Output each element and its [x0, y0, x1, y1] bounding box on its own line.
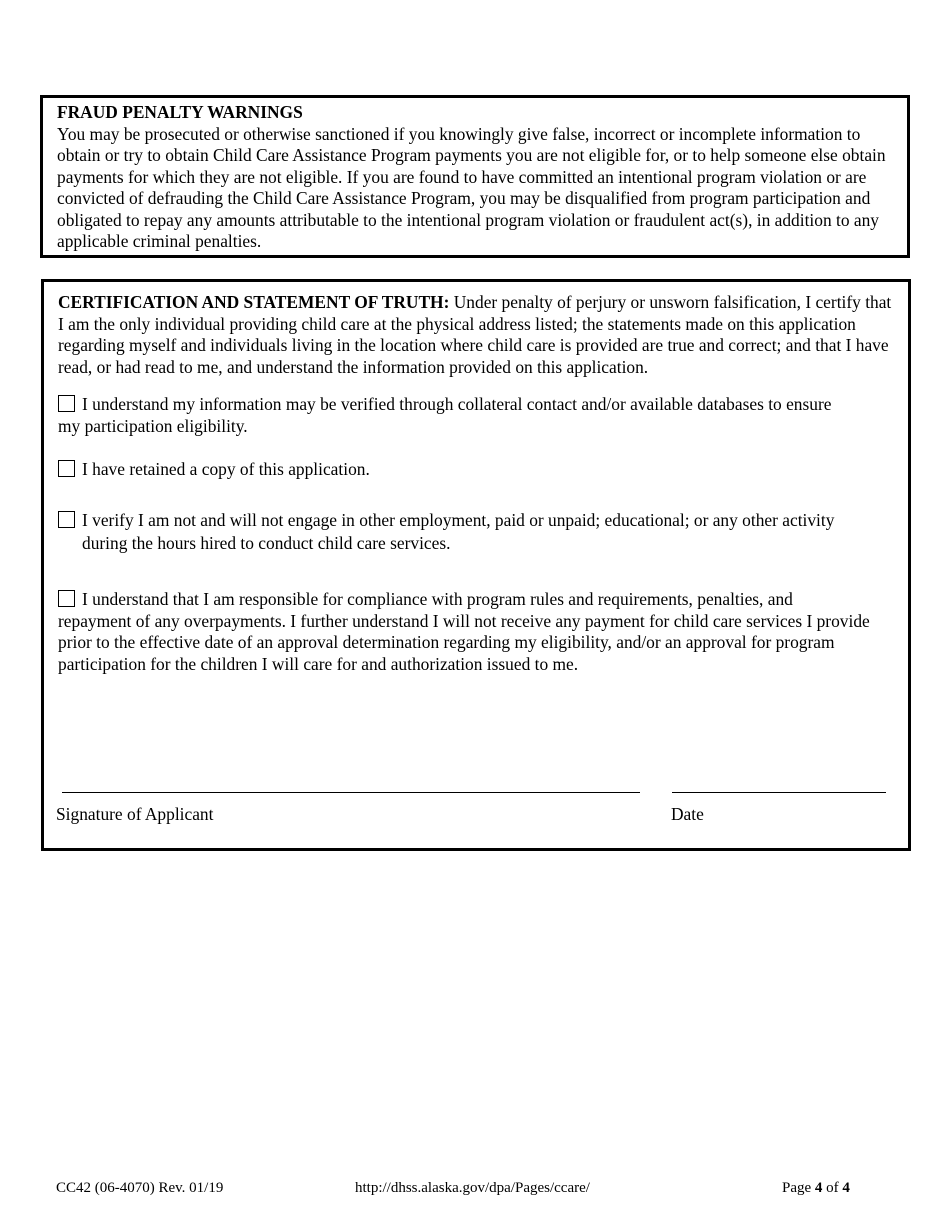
signature-line[interactable]	[62, 792, 640, 793]
no-other-activity-text-line1: I verify I am not and will not engage in other employment, paid or unpaid; educational; or any other activity	[82, 510, 835, 530]
date-line[interactable]	[672, 792, 886, 793]
certification-body: Under penalty of perjury or unsworn falsification, I certify that I am the only individual providing child care at the physical address listed; the statements made on this application regarding myself and individuals living in the location where child care is provided are true and correct; and that I have read, or had read to me, and understand the information provided on this application.	[58, 292, 892, 377]
compliance-checkbox[interactable]	[58, 590, 75, 607]
checkbox-row-no-other-activity	[58, 509, 894, 555]
no-other-activity-checkbox[interactable]	[58, 511, 75, 528]
retained-copy-text: I have retained a copy of this application.	[82, 459, 370, 479]
verification-checkbox[interactable]	[58, 395, 75, 412]
signature-label: Signature of Applicant	[56, 804, 214, 824]
page-current: 4	[814, 1180, 823, 1196]
compliance-text-rest: repayment of any overpayments. I further understand I will not receive any payment for child care services I provide prior to the effective date of an approval determination regarding my eligibility, and/or an approval for program participation for the children I will care for and authorization issued to me.	[58, 610, 870, 674]
fraud-body: You may be prosecuted or otherwise sanctioned if you knowingly give false, incorrect or incomplete information to obtain or try to obtain Child Care Assistance Program payments you are not eligible for, or to help someone else obtain payments for which they are not eligible. If you are found to have committed an intentional program violation or are convicted of defrauding the Child Care Assistance Program, you may be disqualified from program participation and obligated to repay any amounts attributable to the intentional program violation or fraudulent act(s), in addition to any applicable criminal penalties.	[57, 123, 886, 251]
compliance-text-line1: I understand that I am responsible for compliance with program rules and requirements, penalties, and	[82, 589, 793, 609]
checkbox-row-compliance	[58, 589, 894, 675]
certification-title: CERTIFICATION AND STATEMENT OF TRUTH:	[58, 292, 450, 312]
page-number	[782, 1180, 850, 1197]
no-other-activity-text-rest: during the hours hired to conduct child care services.	[82, 533, 451, 553]
checkbox-row-retained-copy	[58, 459, 894, 481]
page-of: of	[826, 1180, 839, 1196]
fraud-penalty-warnings-section	[40, 95, 910, 258]
footer-url: http://dhss.alaska.gov/dpa/Pages/ccare/	[355, 1180, 590, 1196]
page-total: 4	[842, 1180, 850, 1196]
verification-text-rest: my participation eligibility.	[58, 415, 248, 436]
form-id: CC42 (06-4070) Rev. 01/19	[56, 1180, 224, 1196]
page-word: Page	[782, 1180, 812, 1196]
retained-copy-checkbox[interactable]	[58, 460, 75, 477]
certification-statement	[58, 292, 894, 378]
verification-text-line1: I understand my information may be verified through collateral contact and/or available databases to ensure	[82, 394, 832, 414]
fraud-title: FRAUD PENALTY WARNINGS	[57, 102, 303, 122]
certification-section	[41, 279, 911, 851]
date-label: Date	[671, 804, 704, 824]
checkbox-row-verification	[58, 394, 894, 437]
